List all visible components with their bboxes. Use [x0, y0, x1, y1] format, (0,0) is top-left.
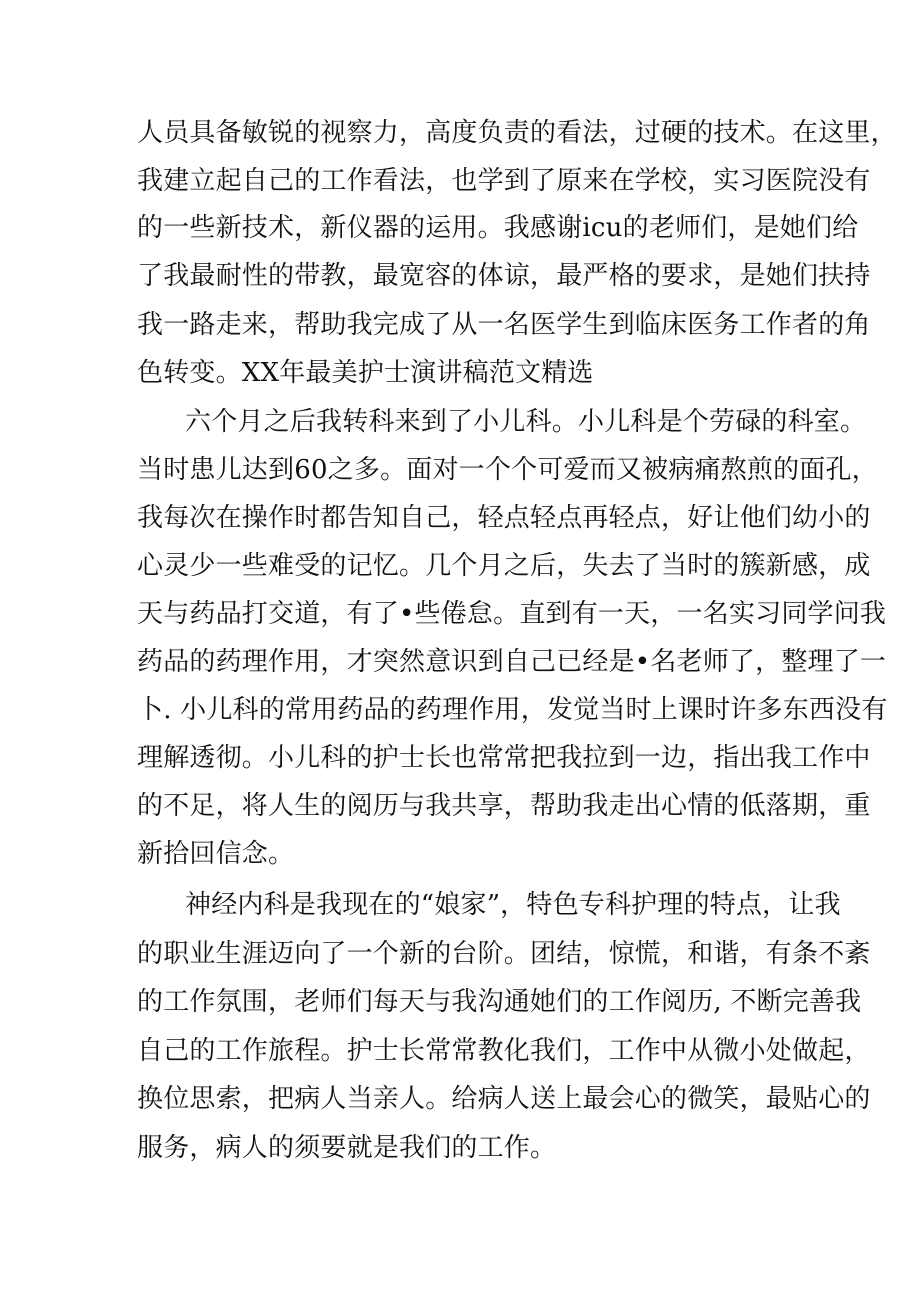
text-line: 理解透彻。小儿科的护士长也常常把我拉到一边，指出我工作中 [137, 743, 871, 773]
text-line: 了我最耐性的带教，最宽容的体谅，最严格的要求，是她们扶持 [137, 261, 871, 291]
text-line: 我一路走来，帮助我完成了从一名医学生到临床医务工作者的角 [137, 310, 871, 340]
text-line: 药品的药理作用，才突然意识到自己已经是•名老师了，整理了一 [137, 647, 887, 677]
text-line: 当时患儿达到60之多。面对一个个可爱而又被病痛熬煎的面孔， [137, 455, 878, 485]
text-line: 换位思索，把病人当亲人。给病人送上最会心的微笑，最贴心的 [137, 1084, 871, 1114]
text-line: 我每次在操作时都告知自己，轻点轻点再轻点，好让他们幼小的 [137, 503, 871, 533]
text-line: 的一些新技术，新仪器的运用。我感谢icu的老师们，是她们给 [137, 213, 859, 243]
text-line: 六个月之后我转科来到了小儿科。小儿科是个劳碌的科室。 [185, 407, 867, 437]
text-line: 神经内科是我现在的“娘家”，特色专科护理的特点，让我 [185, 890, 841, 920]
text-line: 心灵少一些难受的记忆。几个月之后，失去了当时的簇新感，成 [137, 551, 871, 581]
text-line: 自己的工作旅程。护士长常常教化我们，工作中从微小处做起， [137, 1036, 871, 1066]
text-line: 的不足，将人生的阅历与我共享，帮助我走出心情的低落期，重 [137, 791, 871, 821]
text-line: 的工作氛围，老师们每天与我沟通她们的工作阅历, 不断完善我 [137, 987, 862, 1017]
text-line: 天与药品打交道，有了•些倦怠。直到有一天，一名实习同学问我 [137, 599, 887, 629]
text-line: 的职业生涯迈向了一个新的台阶。团结，惊慌，和谐，有条不紊 [137, 939, 871, 969]
text-line: 我建立起自己的工作看法，也学到了原来在学校，实习医院没有 [137, 166, 871, 196]
text-line: 色转变。XX年最美护士演讲稿范文精选 [137, 358, 594, 388]
text-line: 人员具备敏锐的视察力，高度负责的看法，过硬的技术。在这里， [137, 118, 897, 148]
text-line: 服务，病人的须要就是我们的工作。 [137, 1133, 557, 1163]
text-line: 卜. 小儿科的常用药品的药理作用，发觉当时上课时许多东西没有 [137, 695, 888, 725]
text-line: 新拾回信念。 [137, 839, 295, 869]
